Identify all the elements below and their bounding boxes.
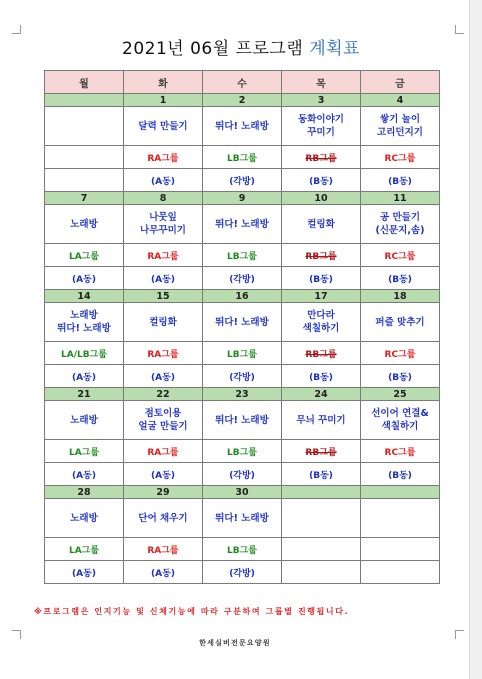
group-cell <box>203 244 282 267</box>
group-cell <box>361 538 440 561</box>
location-row <box>45 463 440 486</box>
weekday-header: 목 <box>282 71 361 94</box>
activity-line: 선이어 연결& <box>371 408 429 419</box>
activity-cell <box>361 107 440 146</box>
group-row <box>45 244 440 267</box>
activity-line: 노래방 <box>70 512 98 524</box>
group-label: RA그룹 <box>147 545 179 556</box>
location-cell: (A동) <box>124 463 203 486</box>
activity-cell <box>124 303 203 342</box>
activity-line: 동화이야기 <box>298 114 344 125</box>
date-cell: 4 <box>361 94 440 107</box>
group-label: RC그룹 <box>384 447 416 458</box>
group-cell <box>45 244 124 267</box>
activity-line: 단어 채우기 <box>138 512 188 524</box>
group-label: LA그룹 <box>68 545 100 556</box>
group-row <box>45 538 440 561</box>
weekday-header: 월 <box>45 71 124 94</box>
activity-cell <box>361 303 440 342</box>
location-cell <box>361 561 440 584</box>
activity-line: 뛰다! 노래방 <box>215 316 269 328</box>
location-row <box>45 169 440 192</box>
date-cell: 16 <box>203 290 282 303</box>
activity-row <box>45 303 440 342</box>
group-label: RB그룹 <box>305 153 337 164</box>
group-label: RB그룹 <box>305 349 337 360</box>
activity-line: 색칠하기 <box>381 421 419 432</box>
activity-line: 색칠하기 <box>302 323 340 334</box>
group-cell <box>124 440 203 463</box>
date-cell: 23 <box>203 388 282 401</box>
location-cell: (B동) <box>282 463 361 486</box>
activity-cell <box>124 401 203 440</box>
activity-line: 쌓기 놀이 <box>379 114 420 125</box>
location-cell: (A동) <box>124 365 203 388</box>
activity-line: 뛰다! 노래방 <box>215 414 269 426</box>
date-cell: 29 <box>124 486 203 499</box>
activity-line: 얼굴 만들기 <box>138 421 188 432</box>
program-note: ※프로그램은 인지기능 및 신체기능에 따라 구분하여 그룹별 진행됩니다. <box>34 607 350 616</box>
group-label: RC그룹 <box>384 251 416 262</box>
activity-line: 공 만들기 <box>379 212 420 223</box>
activity-line: 나뭇잎 <box>149 212 177 223</box>
group-cell <box>282 342 361 365</box>
weekday-header: 화 <box>124 71 203 94</box>
group-cell <box>124 538 203 561</box>
date-row <box>45 192 440 205</box>
location-cell: (A동) <box>45 267 124 290</box>
group-label: RA그룹 <box>147 447 179 458</box>
group-label: LB그룹 <box>227 153 257 164</box>
group-row <box>45 440 440 463</box>
group-label: RB그룹 <box>305 251 337 262</box>
date-cell: 1 <box>124 94 203 107</box>
activity-cell <box>282 303 361 342</box>
location-cell: (A동) <box>124 169 203 192</box>
group-cell <box>124 244 203 267</box>
group-label: LB그룹 <box>227 251 257 262</box>
page-corner-mark <box>12 25 21 34</box>
date-cell: 22 <box>124 388 203 401</box>
activity-line: 고리던지기 <box>377 127 423 138</box>
date-cell: 8 <box>124 192 203 205</box>
location-cell: (A동) <box>124 561 203 584</box>
location-cell: (B동) <box>282 365 361 388</box>
date-row <box>45 94 440 107</box>
group-label: LA/LB그룹 <box>61 349 107 360</box>
group-label: LB그룹 <box>227 447 257 458</box>
location-cell: (각방) <box>203 267 282 290</box>
activity-cell <box>203 205 282 244</box>
title-main: 2021년 06월 프로그램 <box>122 39 304 59</box>
activity-line: 만다라 <box>307 310 335 321</box>
location-cell: (A동) <box>45 561 124 584</box>
location-cell <box>45 169 124 192</box>
location-cell: (A동) <box>45 365 124 388</box>
group-cell <box>361 342 440 365</box>
schedule-body <box>45 94 440 584</box>
group-cell <box>282 440 361 463</box>
location-row <box>45 267 440 290</box>
activity-cell <box>45 303 124 342</box>
date-cell: 11 <box>361 192 440 205</box>
group-label: LA그룹 <box>68 251 100 262</box>
date-cell: 7 <box>45 192 124 205</box>
activity-line: 컬링화 <box>149 316 177 328</box>
weekday-header: 금 <box>361 71 440 94</box>
activity-cell <box>45 107 124 146</box>
activity-line: 노래방 <box>70 218 98 230</box>
group-cell <box>45 538 124 561</box>
location-cell: (A동) <box>124 267 203 290</box>
location-cell: (각방) <box>203 365 282 388</box>
location-cell: (B동) <box>361 463 440 486</box>
activity-line: 뛰다! 노래방 <box>215 512 269 524</box>
group-label: LA그룹 <box>68 447 100 458</box>
location-cell: (각방) <box>203 463 282 486</box>
activity-cell <box>124 205 203 244</box>
date-cell <box>45 94 124 107</box>
group-cell <box>45 146 124 169</box>
activity-cell <box>45 499 124 538</box>
group-cell <box>45 440 124 463</box>
weekday-header: 수 <box>203 71 282 94</box>
group-label: RA그룹 <box>147 153 179 164</box>
activity-cell <box>45 205 124 244</box>
location-cell: (B동) <box>361 169 440 192</box>
date-cell: 15 <box>124 290 203 303</box>
activity-line: 컬링화 <box>307 218 335 230</box>
vertical-scrollbar[interactable] <box>469 0 482 679</box>
date-cell: 28 <box>45 486 124 499</box>
activity-cell <box>124 107 203 146</box>
activity-line: 노래방 <box>70 414 98 426</box>
activity-row <box>45 205 440 244</box>
date-cell: 18 <box>361 290 440 303</box>
group-cell <box>361 146 440 169</box>
group-cell <box>282 538 361 561</box>
activity-line: (신문지,솜) <box>375 225 425 236</box>
group-cell <box>282 244 361 267</box>
date-cell: 2 <box>203 94 282 107</box>
activity-cell <box>282 499 361 538</box>
group-cell <box>203 440 282 463</box>
location-row <box>45 365 440 388</box>
group-cell <box>282 146 361 169</box>
location-cell <box>282 561 361 584</box>
activity-row <box>45 401 440 440</box>
date-row <box>45 486 440 499</box>
location-cell: (B동) <box>361 365 440 388</box>
activity-line: 뛰다! 노래방 <box>57 323 111 334</box>
date-cell: 10 <box>282 192 361 205</box>
activity-row <box>45 499 440 538</box>
location-cell: (각방) <box>203 561 282 584</box>
group-label: RB그룹 <box>305 447 337 458</box>
activity-line: 꾸미기 <box>307 127 335 138</box>
activity-line: 뛰다! 노래방 <box>215 120 269 132</box>
date-cell: 14 <box>45 290 124 303</box>
activity-cell <box>124 499 203 538</box>
location-cell: (각방) <box>203 169 282 192</box>
activity-cell <box>203 499 282 538</box>
group-label: RA그룹 <box>147 349 179 360</box>
activity-line: 무늬 꾸미기 <box>296 414 346 426</box>
date-cell: 17 <box>282 290 361 303</box>
activity-cell <box>361 499 440 538</box>
group-row <box>45 146 440 169</box>
date-cell: 24 <box>282 388 361 401</box>
activity-cell <box>203 401 282 440</box>
activity-line: 달력 만들기 <box>138 120 188 132</box>
activity-cell <box>361 205 440 244</box>
date-cell <box>282 486 361 499</box>
schedule-table <box>44 70 440 584</box>
activity-cell <box>282 401 361 440</box>
group-cell <box>124 146 203 169</box>
group-cell <box>361 440 440 463</box>
location-cell: (B동) <box>282 267 361 290</box>
date-row <box>45 290 440 303</box>
group-cell <box>45 342 124 365</box>
title-accent: 계획표 <box>309 39 360 59</box>
activity-cell <box>45 401 124 440</box>
location-cell: (B동) <box>361 267 440 290</box>
group-row <box>45 342 440 365</box>
weekday-header-row <box>45 71 440 94</box>
date-cell: 30 <box>203 486 282 499</box>
activity-cell <box>203 303 282 342</box>
group-cell <box>203 342 282 365</box>
group-label: RC그룹 <box>384 153 416 164</box>
group-cell <box>124 342 203 365</box>
date-cell: 21 <box>45 388 124 401</box>
group-cell <box>203 538 282 561</box>
page-title <box>0 34 482 59</box>
activity-row <box>45 107 440 146</box>
activity-cell <box>282 205 361 244</box>
date-cell: 3 <box>282 94 361 107</box>
location-cell: (B동) <box>282 169 361 192</box>
date-cell: 9 <box>203 192 282 205</box>
date-row <box>45 388 440 401</box>
group-label: LB그룹 <box>227 349 257 360</box>
group-cell <box>361 244 440 267</box>
activity-line: 뛰다! 노래방 <box>215 218 269 230</box>
activity-line: 점토이용 <box>144 408 182 419</box>
group-label: LB그룹 <box>227 545 257 556</box>
facility-name: 한세실버전문요양원 <box>199 639 271 647</box>
date-cell <box>361 486 440 499</box>
location-row <box>45 561 440 584</box>
activity-line: 퍼즐 맞추기 <box>375 316 425 328</box>
group-label: RA그룹 <box>147 251 179 262</box>
location-cell: (A동) <box>45 463 124 486</box>
activity-line: 나무꾸미기 <box>140 225 186 236</box>
activity-cell <box>282 107 361 146</box>
group-label: RC그룹 <box>384 349 416 360</box>
date-cell: 25 <box>361 388 440 401</box>
activity-cell <box>203 107 282 146</box>
activity-line: 노래방 <box>70 310 98 321</box>
activity-cell <box>361 401 440 440</box>
group-cell <box>203 146 282 169</box>
page-corner-mark <box>455 25 464 34</box>
